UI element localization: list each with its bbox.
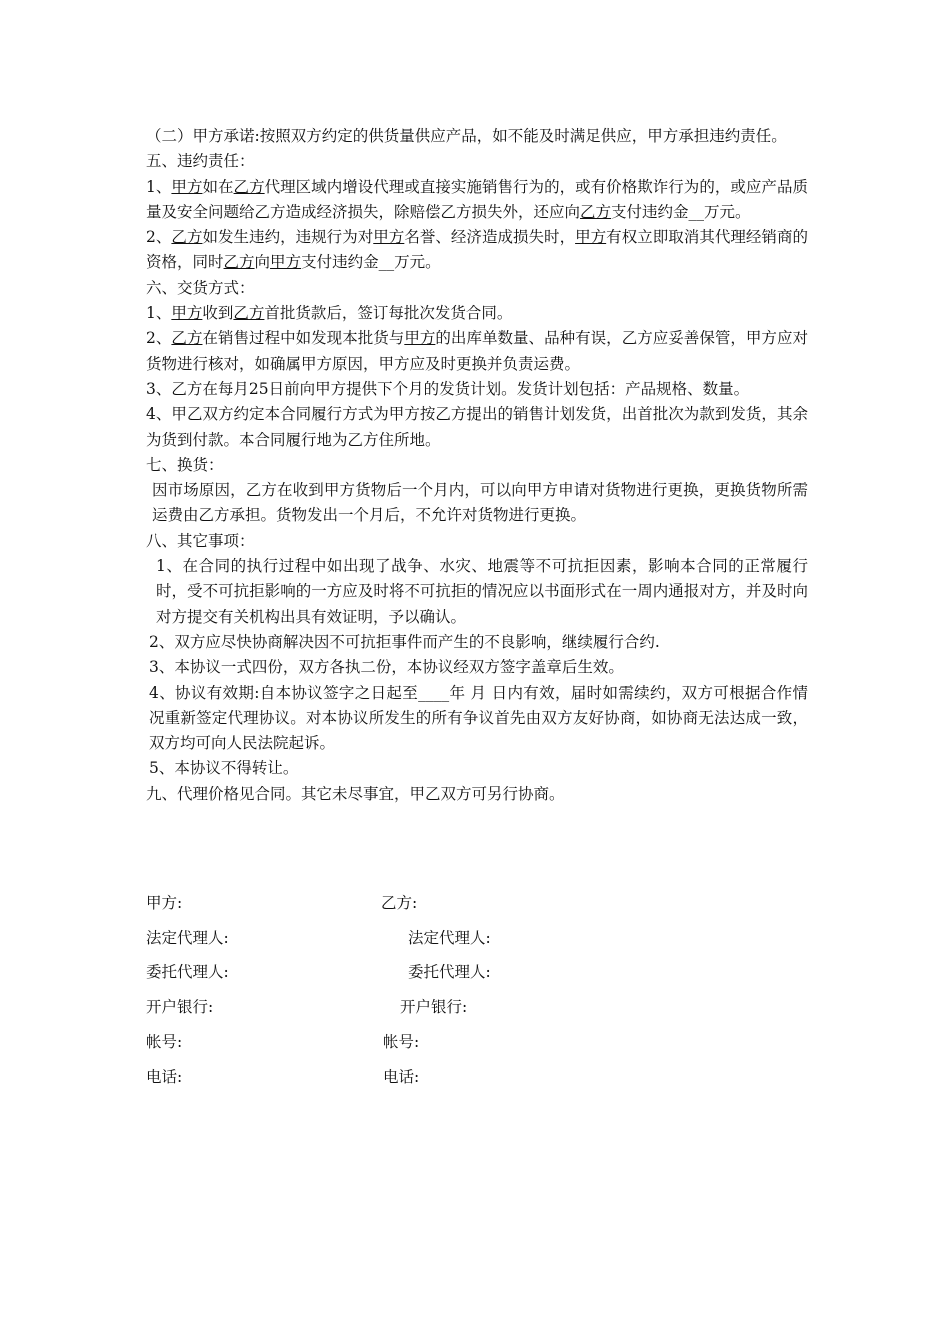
bank-a-label: 开户银行: — [146, 998, 214, 1016]
contract-body — [146, 124, 808, 807]
phone-b-label: 电话: — [383, 1068, 420, 1086]
section-6-heading: 六、交货方式： — [146, 278, 255, 297]
section-7-text: 因市场原因，乙方在收到甲方货物后一个月内，可以向甲方申请对货物进行更换，更换货物所需运费由乙方承担。货物发出一个月后，不允许对货物进行更换。 — [152, 481, 808, 525]
section-8-item-4: 4、协议有效期:自本协议签字之日起至____年 月 日内有效，届时如需续约，双方可根据合作情况重新签定代理协议。对本协议所发生的所有争议首先由双方友好协商，如协商无法达成一致，双方均可向人民法院起诉。 — [149, 683, 808, 753]
section-5-heading: 五、违约责任： — [146, 152, 255, 171]
account-a-label: 帐号: — [146, 1033, 183, 1051]
section-8-item-5: 5、本协议不得转让。 — [149, 759, 299, 778]
section-7-heading: 七、换货： — [146, 455, 224, 474]
section-6-item-2: 2、乙方在销售过程中如发现本批货与甲方的出库单数量、品种有误，乙方应妥善保管，甲方应对货物进行核对，如确属甲方原因，甲方应及时更换并负责运费。 — [146, 329, 808, 373]
legal-rep-a-label: 法定代理人: — [146, 929, 229, 947]
account-b-label: 帐号: — [383, 1033, 420, 1051]
phone-a-label: 电话: — [146, 1068, 183, 1086]
legal-rep-b-label: 法定代理人: — [408, 929, 491, 947]
section-5-item-2: 2、乙方如发生违约，违规行为对甲方名誉、经济造成损失时，甲方有权立即取消其代理经销商的资格，同时乙方向甲方支付违约金__万元。 — [146, 228, 808, 272]
clause-2-2: （二）甲方承诺:按照双方约定的供货量供应产品，如不能及时满足供应，甲方承担违约责任。 — [146, 127, 787, 145]
section-8-item-1: 1、在合同的执行过程中如出现了战争、水灾、地震等不可抗拒因素，影响本合同的正常履行时，受不可抗拒影响的一方应及时将不可抗拒的情况应以书面形式在一周内通报对方，并及时向对方提交有关机构出具有效证明，予以确认。 — [156, 557, 808, 626]
party-a-label: 甲方: — [146, 894, 183, 912]
agent-b-label: 委托代理人: — [408, 963, 491, 981]
section-8-item-3: 3、本协议一式四份，双方各执二份，本协议经双方签字盖章后生效。 — [149, 658, 624, 677]
section-6-item-3: 3、乙方在每月25日前向甲方提供下个月的发货计划。发货计划包括：产品规格、数量。 — [146, 379, 750, 398]
agent-a-label: 委托代理人: — [146, 963, 229, 981]
section-8-item-2: 2、双方应尽快协商解决因不可抗拒事件而产生的不良影响，继续履行合约. — [149, 632, 660, 651]
section-5-item-1: 1、甲方如在乙方代理区域内增设代理或直接实施销售行为的，或有价格欺诈行为的，或应产品质量及安全问题给乙方造成经济损失，除赔偿乙方损失外，还应向乙方支付违约金__万元。 — [146, 177, 808, 221]
section-8-heading: 八、其它事项： — [146, 531, 255, 550]
bank-b-label: 开户银行: — [400, 998, 468, 1016]
section-6-item-4: 4、甲乙双方约定本合同履行方式为甲方按乙方提出的销售计划发货，出首批次为款到发货，其余为货到付款。本合同履行地为乙方住所地。 — [146, 405, 808, 449]
section-6-item-1: 1、甲方收到乙方首批货款后，签订每批次发货合同。 — [146, 304, 513, 323]
party-b-label: 乙方: — [381, 894, 418, 912]
section-9-text: 九、代理价格见合同。其它未尽事宜，甲乙双方可另行协商。 — [146, 784, 565, 803]
